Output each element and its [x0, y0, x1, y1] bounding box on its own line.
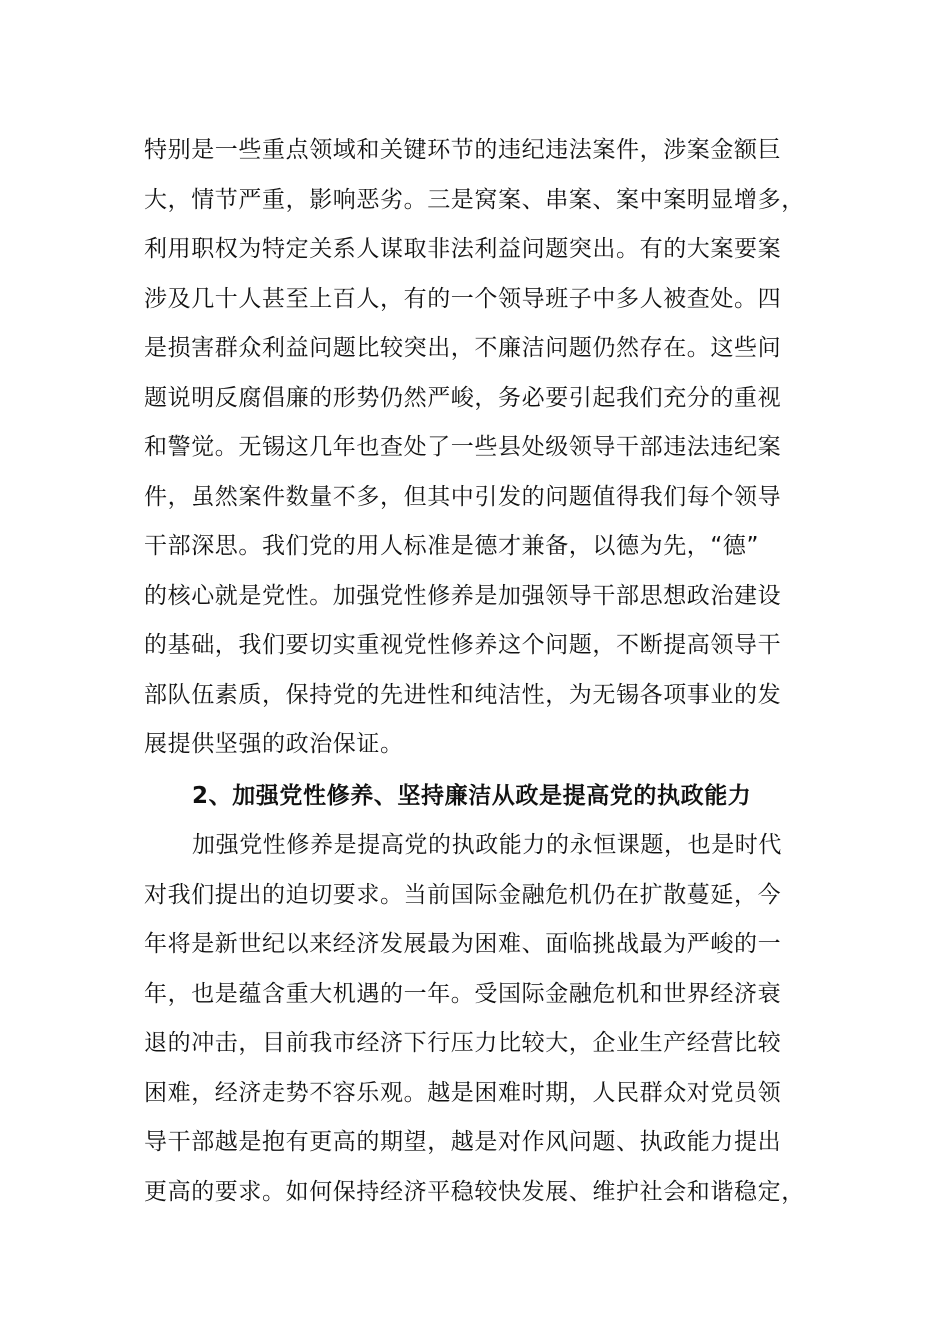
paragraph-2-line-2: 对我们提出的迫切要求。当前国际金融危机仍在扩散蔓延，今	[144, 882, 782, 908]
paragraph-1-line-5: 是损害群众利益问题比较突出，不廉洁问题仍然存在。这些问	[144, 335, 782, 361]
paragraph-1-line-12: 部队伍素质，保持党的先进性和纯洁性，为无锡各项事业的发	[144, 682, 782, 708]
paragraph-1-line-4: 涉及几十人甚至上百人，有的一个领导班子中多人被查处。四	[144, 286, 782, 312]
paragraph-2-line-7: 导干部越是抱有更高的期望，越是对作风问题、执政能力提出	[144, 1129, 782, 1155]
paragraph-1-line-9: 干部深思。我们党的用人标准是德才兼备，以德为先，“德”	[144, 533, 760, 559]
paragraph-1-line-10: 的核心就是党性。加强党性修养是加强领导干部思想政治建设	[144, 583, 782, 609]
paragraph-1-line-11: 的基础，我们要切实重视党性修养这个问题，不断提高领导干	[144, 632, 782, 658]
section-heading: 2、加强党性修养、坚持廉洁从政是提高党的执政能力	[192, 783, 752, 809]
paragraph-1-line-3: 利用职权为特定关系人谋取非法利益问题突出。有的大案要案	[144, 236, 782, 262]
paragraph-2-line-5: 退的冲击，目前我市经济下行压力比较大，企业生产经营比较	[144, 1030, 782, 1056]
paragraph-2-line-6: 困难，经济走势不容乐观。越是困难时期，人民群众对党员领	[144, 1080, 782, 1106]
paragraph-1-line-1: 特别是一些重点领域和关键环节的违纪违法案件，涉案金额巨	[144, 137, 782, 163]
paragraph-2-line-1: 加强党性修养是提高党的执政能力的永恒课题，也是时代	[192, 832, 782, 858]
paragraph-2-line-3: 年将是新世纪以来经济发展最为困难、面临挑战最为严峻的一	[144, 931, 782, 957]
paragraph-2-line-4: 年，也是蕴含重大机遇的一年。受国际金融危机和世界经济衰	[144, 981, 782, 1007]
paragraph-1-line-13: 展提供坚强的政治保证。	[144, 731, 404, 757]
paragraph-1-line-2: 大，情节严重，影响恶劣。三是窝案、串案、案中案明显增多，	[144, 187, 805, 213]
paragraph-1-line-6: 题说明反腐倡廉的形势仍然严峻，务必要引起我们充分的重视	[144, 385, 782, 411]
paragraph-1-line-7: 和警觉。无锡这几年也查处了一些县处级领导干部违法违纪案	[144, 434, 782, 460]
paragraph-2-line-8: 更高的要求。如何保持经济平稳较快发展、维护社会和谐稳定，	[144, 1179, 805, 1205]
paragraph-1-line-8: 件，虽然案件数量不多，但其中引发的问题值得我们每个领导	[144, 484, 782, 510]
